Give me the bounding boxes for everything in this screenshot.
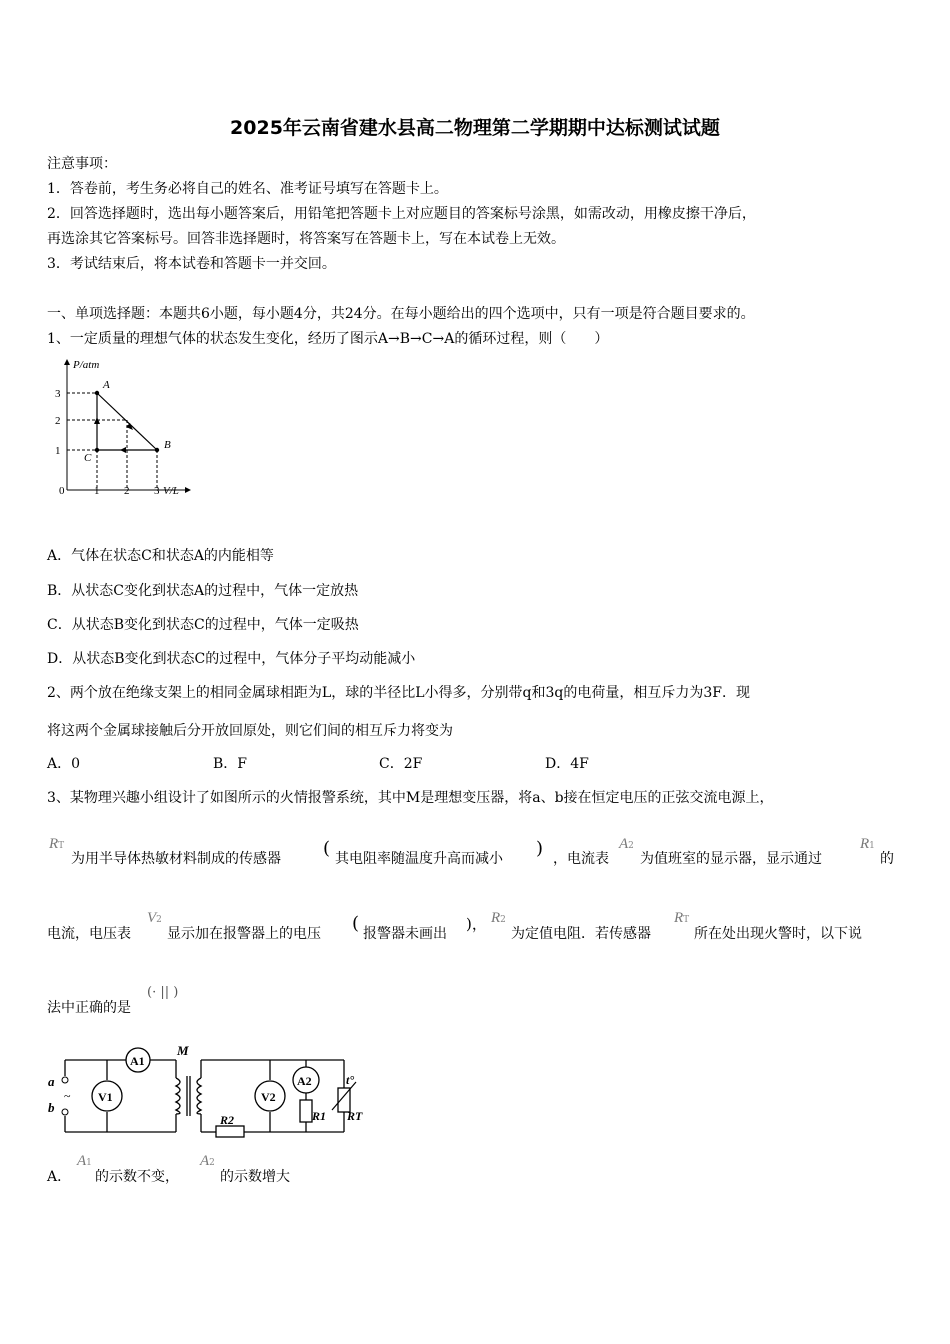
option-a-a2-symbol: A2 bbox=[200, 1153, 215, 1169]
question-1-option-c: C．从状态B变化到状态C的过程中，气体一定吸热 bbox=[47, 617, 359, 633]
option-a-a1-symbol: A1 bbox=[77, 1153, 92, 1169]
x-tick-3: 3 bbox=[154, 485, 160, 497]
label-v1: V1 bbox=[98, 1090, 113, 1104]
notice-item-2b: 再选涂其它答案标号。回答非选择题时，将答案写在答题卡上，写在本试卷上无效。 bbox=[47, 231, 565, 247]
question-3-rt-text: 为用半导体热敏材料制成的传感器 bbox=[71, 851, 281, 867]
question-2-option-c: C．2F bbox=[379, 756, 423, 772]
question-3-current-text: 电流，电压表 bbox=[47, 926, 131, 942]
question-3-option-a-label: A． bbox=[47, 1169, 72, 1185]
question-1-stem: 1、一定质量的理想气体的状态发生变化，经历了图示A→B→C→A的循环过程，则（ ） bbox=[47, 331, 609, 347]
x-tick-2: 2 bbox=[124, 485, 130, 497]
question-3-fixed-text: 为定值电阻．若传感器 bbox=[511, 926, 651, 942]
label-c: C bbox=[84, 452, 92, 464]
question-2-stem-1: 2、两个放在绝缘支架上的相同金属球相距为L，球的半径比L小得多，分别带q和3q的电荷量，相互斥力为3F．现 bbox=[47, 685, 750, 701]
question-3-ammeter-text: ，电流表 bbox=[553, 851, 609, 867]
v2-symbol: V2 bbox=[147, 910, 162, 926]
question-3-fire-text: 所在处出现火警时，以下说 bbox=[694, 926, 862, 942]
question-3-stem-1: 3、某物理兴趣小组设计了如图所示的火情报警系统，其中M是理想变压器，将a、b接在恒定电压的正弦交流电源上， bbox=[47, 790, 774, 806]
label-r2: R2 bbox=[220, 1113, 235, 1127]
question-3-de-text: 的 bbox=[880, 851, 894, 867]
question-2-option-d: D．4F bbox=[545, 756, 589, 772]
x-tick-0: 0 bbox=[59, 485, 65, 497]
label-r1: R1 bbox=[312, 1109, 327, 1123]
graph-y-label: P/atm bbox=[73, 359, 100, 371]
label-v2: V2 bbox=[261, 1090, 276, 1104]
point-a bbox=[95, 391, 99, 395]
graph-x-label: V/L bbox=[163, 485, 179, 497]
question-3-resist-text: 其电阻率随温度升高而减小 bbox=[335, 851, 503, 867]
question-1-option-a: A．气体在状态C和状态A的内能相等 bbox=[47, 548, 274, 564]
question-3-voltage-text: 显示加在报警器上的电压 bbox=[167, 926, 321, 942]
paren-open: ( bbox=[323, 838, 331, 859]
paren-close: ) bbox=[536, 838, 544, 859]
resistor-r2 bbox=[216, 1126, 244, 1137]
terminal-a bbox=[62, 1077, 68, 1083]
label-b: B bbox=[164, 439, 171, 451]
question-2-option-b: B．F bbox=[213, 756, 248, 772]
label-temperature: t° bbox=[346, 1073, 355, 1087]
question-3-option-a-mid: 的示数不变， bbox=[95, 1169, 179, 1185]
question-1-option-d: D．从状态B变化到状态C的过程中，气体分子平均动能减小 bbox=[47, 651, 416, 667]
pv-graph bbox=[50, 352, 200, 502]
page-title: 2025年云南省建水县高二物理第二学期期中达标测试试题 bbox=[230, 117, 720, 139]
label-a: A bbox=[103, 379, 110, 391]
label-terminal-b: b bbox=[48, 1100, 55, 1115]
terminal-b bbox=[62, 1109, 68, 1115]
label-a1: A1 bbox=[130, 1054, 145, 1068]
point-b bbox=[155, 448, 159, 452]
question-2-option-a: A．0 bbox=[47, 756, 81, 772]
notice-item-3: 3．考试结束后，将本试卷和答题卡一并交回。 bbox=[47, 256, 336, 272]
answer-blank: (· || ) bbox=[147, 985, 179, 1000]
y-tick-3: 3 bbox=[55, 388, 61, 400]
question-3-correct-text: 法中正确的是 bbox=[47, 1000, 131, 1016]
paren-open-2: ( bbox=[352, 913, 360, 934]
ac-source-icon: ~ bbox=[64, 1089, 71, 1103]
r1-symbol: R1 bbox=[860, 836, 875, 852]
label-transformer: M bbox=[177, 1043, 189, 1058]
question-3-alarm-text: 报警器未画出 bbox=[363, 926, 447, 942]
notice-heading: 注意事项： bbox=[47, 156, 117, 172]
notice-item-1: 1．答卷前，考生务必将自己的姓名、准考证号填写在答题卡上。 bbox=[47, 181, 448, 197]
question-3-option-a-end: 的示数增大 bbox=[220, 1169, 290, 1185]
question-1-option-b: B．从状态C变化到状态A的过程中，气体一定放热 bbox=[47, 583, 359, 599]
label-rt: RT bbox=[347, 1109, 363, 1123]
notice-item-2a: 2．回答选择题时，选出每小题答案后，用铅笔把答题卡上对应题目的答案标号涂黑，如需改动，用橡皮擦干净后， bbox=[47, 206, 756, 222]
label-a2: A2 bbox=[297, 1074, 312, 1088]
arrow-bc-icon bbox=[120, 447, 126, 453]
r2-symbol: R2 bbox=[491, 910, 506, 926]
label-terminal-a: a bbox=[48, 1074, 55, 1089]
paren-close-comma: )， bbox=[466, 915, 487, 933]
rt-symbol-2: RT bbox=[674, 910, 690, 926]
rt-symbol: RT bbox=[49, 836, 65, 852]
question-2-stem-2: 将这两个金属球接触后分开放回原处，则它们间的相互斥力将变为 bbox=[47, 723, 453, 739]
circuit-diagram bbox=[44, 1040, 374, 1140]
x-tick-1: 1 bbox=[94, 485, 100, 497]
y-tick-2: 2 bbox=[55, 415, 61, 427]
y-tick-1: 1 bbox=[55, 445, 61, 457]
a2-symbol: A2 bbox=[619, 836, 634, 852]
section-heading: 一、单项选择题：本题共6小题，每小题4分，共24分。在每小题给出的四个选项中，只有一项是符合题目要求的。 bbox=[47, 306, 755, 322]
resistor-r1 bbox=[300, 1100, 312, 1122]
question-3-display-text: 为值班室的显示器，显示通过 bbox=[640, 851, 822, 867]
point-c bbox=[95, 448, 99, 452]
